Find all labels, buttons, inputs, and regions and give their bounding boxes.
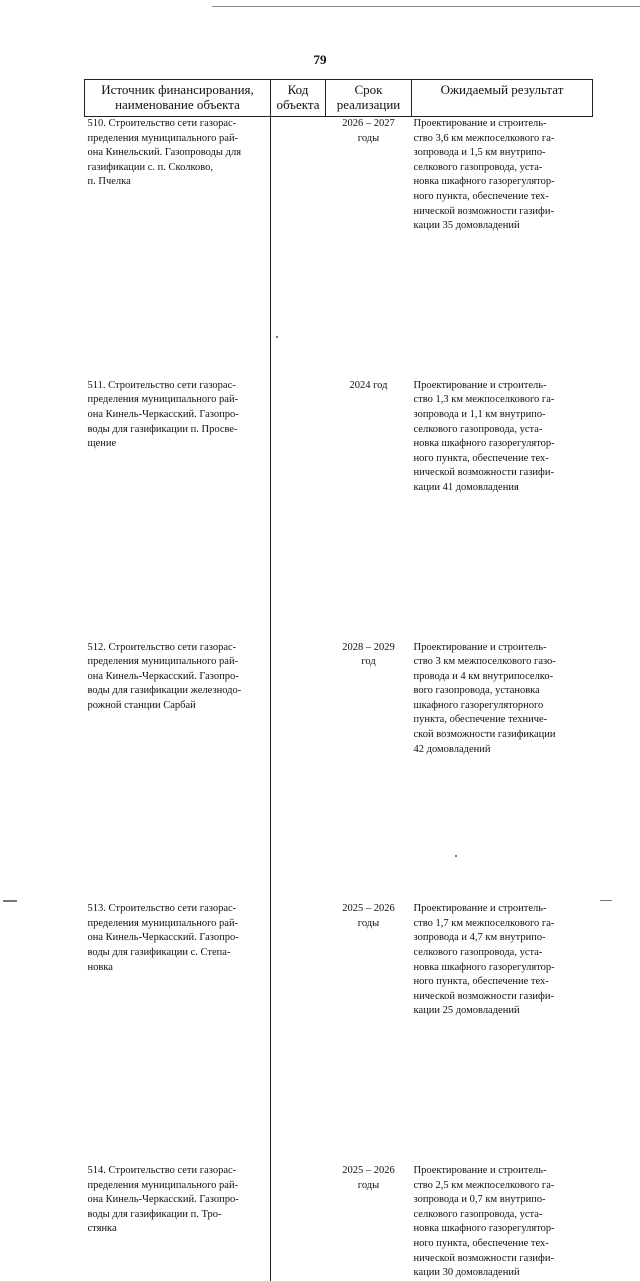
result-cell-line: ство 3 км межпоселкового газо- — [413, 656, 556, 668]
term-cell-line: год — [361, 656, 376, 668]
source-cell-line: воды для газификации железнодо- — [87, 685, 242, 697]
scan-mark — [3, 900, 17, 902]
term-cell-line: 2028 – 2029 — [342, 641, 395, 653]
table-row — [85, 641, 593, 903]
result-cell-line: ство 2,5 км межпоселкового га- — [413, 1179, 555, 1191]
result-cell-line: ного пункта, обеспечение тех- — [413, 452, 549, 464]
source-cell-line: щение — [87, 438, 117, 450]
result-cell — [412, 902, 593, 1164]
result-cell-line: новка шкафного газорегулятор- — [413, 176, 555, 188]
term-cell-line: годы — [357, 132, 380, 144]
result-cell-line: Проектирование и строитель- — [413, 379, 547, 391]
header-term: Срок реализации — [326, 80, 412, 117]
result-cell-line: 42 домовладений — [413, 743, 491, 755]
result-cell-line: новка шкафного газорегулятор- — [413, 961, 555, 973]
code-cell — [271, 117, 326, 379]
source-cell-line: пределения муниципального рай- — [87, 1179, 239, 1191]
term-cell-line: 2025 – 2026 — [342, 1165, 395, 1176]
result-cell-line: новка шкафного газорегулятор- — [413, 1223, 555, 1235]
term-cell — [326, 1164, 412, 1281]
source-cell-line: воды для газификации с. Степа- — [87, 947, 231, 959]
term-cell-line: годы — [357, 917, 380, 929]
code-cell — [271, 641, 326, 903]
scan-mark — [600, 900, 612, 901]
source-cell-line: пределения муниципального рай- — [87, 656, 239, 668]
source-cell-line: она Кинель-Черкасский. Газопро- — [87, 670, 239, 682]
result-cell-line: селкового газопровода, уста- — [413, 423, 543, 435]
result-cell-line: кации 41 домовладения — [413, 481, 519, 493]
result-cell-line: селкового газопровода, уста- — [413, 161, 543, 173]
result-cell-line: ство 1,7 км межпоселкового га- — [413, 917, 555, 929]
term-cell — [326, 117, 412, 379]
result-cell-line: ской возможности газификации — [413, 729, 556, 741]
result-cell-line: Проектирование и строитель- — [413, 641, 547, 653]
source-cell-line: воды для газификации п. Просве- — [87, 423, 238, 435]
result-cell-line: ство 3,6 км межпоселкового га- — [413, 132, 555, 144]
header-code: Код объекта — [271, 80, 326, 117]
source-cell-line: рожной станции Сарбай — [87, 699, 196, 711]
table-row — [85, 379, 593, 641]
scan-mark — [455, 855, 457, 857]
term-cell — [326, 379, 412, 641]
code-cell — [271, 379, 326, 641]
result-cell-line: кации 35 домовладений — [413, 220, 520, 232]
result-cell — [412, 379, 593, 641]
source-cell-line: 513. Строительство сети газорас- — [87, 903, 237, 915]
code-cell — [271, 1164, 326, 1281]
table-row — [85, 117, 593, 379]
term-cell-line: 2026 – 2027 — [342, 118, 395, 129]
result-cell-line: кации 30 домовладений — [413, 1267, 520, 1279]
result-cell-line: вого газопровода, установка — [413, 685, 540, 697]
result-cell-line: зопровода и 0,7 км внутрипо- — [413, 1194, 546, 1206]
source-cell — [85, 641, 271, 903]
result-cell-line: шкафного газорегуляторного — [413, 699, 544, 711]
result-cell-line: новка шкафного газорегулятор- — [413, 438, 555, 450]
result-cell-line: Проектирование и строитель- — [413, 118, 547, 129]
result-cell-line: ного пункта, обеспечение тех- — [413, 190, 549, 202]
source-cell-line: 512. Строительство сети газорас- — [87, 641, 237, 653]
result-cell-line: нической возможности газифи- — [413, 990, 554, 1002]
source-cell-line: пределения муниципального рай- — [87, 917, 239, 929]
table-row — [85, 1164, 593, 1281]
source-cell-line: 511. Строительство сети газорас- — [87, 379, 236, 391]
source-cell-line: 514. Строительство сети газорас- — [87, 1165, 237, 1176]
result-cell-line: зопровода и 1,5 км внутрипо- — [413, 147, 546, 159]
source-cell-line: она Кинель-Черкасский. Газопро- — [87, 1194, 239, 1206]
result-cell-line: зопровода и 4,7 км внутрипо- — [413, 932, 546, 944]
source-cell — [85, 902, 271, 1164]
source-cell-line: она Кинельский. Газопроводы для — [87, 147, 242, 159]
result-cell — [412, 1164, 593, 1281]
term-cell — [326, 641, 412, 903]
result-cell-line: нической возможности газифи- — [413, 467, 554, 479]
term-cell-line: 2024 год — [349, 379, 388, 391]
result-cell-line: ного пункта, обеспечение тех- — [413, 976, 549, 988]
table-header-row — [85, 80, 593, 117]
source-cell-line: п. Пчелка — [87, 176, 131, 188]
top-rule — [212, 6, 640, 7]
scan-mark — [276, 336, 278, 338]
result-cell-line: Проектирование и строитель- — [413, 1165, 547, 1176]
result-cell-line: пункта, обеспечение техниче- — [413, 714, 548, 726]
source-cell-line: пределения муниципального рай- — [87, 394, 239, 406]
financing-table — [84, 79, 593, 1281]
source-cell-line: она Кинель-Черкасский. Газопро- — [87, 408, 239, 420]
source-cell-line: газификации с. п. Сколково, — [87, 161, 214, 173]
source-cell — [85, 117, 271, 379]
header-source: Источник финансирования, наименование объекта — [85, 80, 271, 117]
source-cell-line: воды для газификации п. Тро- — [87, 1208, 222, 1220]
result-cell-line: селкового газопровода, уста- — [413, 947, 543, 959]
result-cell-line: провода и 4 км внутрипоселко- — [413, 670, 554, 682]
source-cell-line: 510. Строительство сети газорас- — [87, 118, 237, 129]
code-cell — [271, 902, 326, 1164]
table-row — [85, 902, 593, 1164]
result-cell — [412, 641, 593, 903]
result-cell-line: кации 25 домовладений — [413, 1005, 520, 1017]
header-result: Ожидаемый результат — [412, 80, 593, 117]
source-cell-line: пределения муниципального рай- — [87, 132, 239, 144]
result-cell-line: нической возможности газифи- — [413, 205, 554, 217]
page-number: 79 — [313, 52, 327, 67]
term-cell-line: 2025 – 2026 — [342, 903, 395, 915]
term-cell-line: годы — [357, 1179, 380, 1191]
source-cell-line: она Кинель-Черкасский. Газопро- — [87, 932, 239, 944]
result-cell-line: ство 1,3 км межпоселкового га- — [413, 394, 555, 406]
result-cell-line: Проектирование и строитель- — [413, 903, 547, 915]
result-cell — [412, 117, 593, 379]
source-cell — [85, 1164, 271, 1281]
result-cell-line: нической возможности газифи- — [413, 1252, 554, 1264]
source-cell — [85, 379, 271, 641]
source-cell-line: стянка — [87, 1223, 117, 1235]
term-cell — [326, 902, 412, 1164]
result-cell-line: селкового газопровода, уста- — [413, 1208, 543, 1220]
source-cell-line: новка — [87, 961, 113, 973]
result-cell-line: зопровода и 1,1 км внутрипо- — [413, 408, 546, 420]
result-cell-line: ного пункта, обеспечение тех- — [413, 1237, 549, 1249]
